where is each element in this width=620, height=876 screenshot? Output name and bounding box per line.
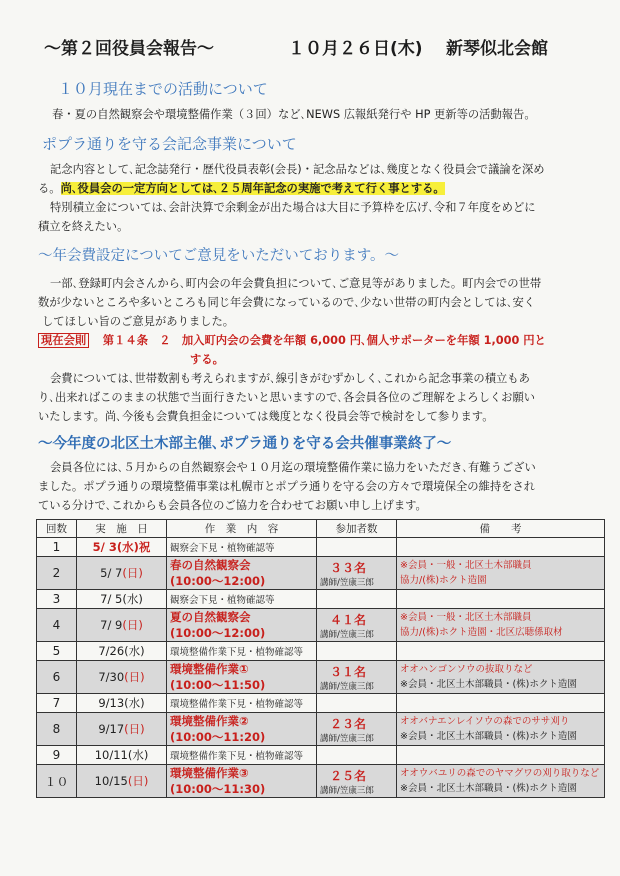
date-text: 5/ 7(日) [100, 566, 143, 580]
cell-count [317, 590, 397, 609]
participant-count: ２３名 [330, 716, 367, 731]
cell-date [77, 765, 167, 798]
date-text: 7/30(日) [98, 670, 145, 684]
note-line: ※会員・北区土木部職員・(株)ホクト造園 [400, 679, 577, 690]
fees-rule [38, 331, 613, 350]
cell-notes [397, 765, 605, 798]
fees-line: してほしい旨のご意見がありました。 [42, 315, 235, 328]
participant-count: ４１名 [330, 612, 367, 627]
events-line: 会員各位には､５月からの自然観察会や１０月迄の環境整備作業に協力をいただき､有難うござい [50, 461, 536, 474]
activity-title: 観察会下見・植物確認等 [170, 543, 275, 554]
participant-count: ２５名 [330, 768, 367, 783]
cell-count [317, 694, 397, 713]
cell-notes [397, 609, 605, 642]
cell-notes [397, 713, 605, 746]
report-title-row [44, 34, 604, 59]
participant-count: ３１名 [330, 664, 367, 679]
report-title: ～第２回役員会報告～ [44, 39, 214, 59]
activity-time: (10:00～12:00) [170, 574, 266, 588]
cell-date [77, 609, 167, 642]
header-notes: 備 考 [397, 520, 605, 538]
lecturer: 講師/笠康三郎 [320, 681, 374, 692]
memorial-text [38, 160, 613, 236]
cell-notes [397, 590, 605, 609]
participant-count: ３３名 [330, 560, 367, 575]
cell-date [77, 661, 167, 694]
lecturer: 講師/笠康三郎 [320, 733, 374, 744]
fees-line: 一部､登録町内会さんから､町内会の年会費負担について､ご意見等がありました。町内会での世帯 [50, 277, 542, 290]
activity-title: 春の自然観察会 [170, 558, 251, 572]
header-activity: 作 業 内 容 [167, 520, 317, 538]
fees-line: り､出来ればこのままの状態で当面行きたいと思いますので､各会員各位のご理解をよろしくお願い [38, 391, 536, 404]
report-date: １０月２６日(木) [288, 39, 423, 59]
cell-no: 2 [37, 557, 77, 590]
current-rule-tag: 現在会則 [38, 333, 89, 348]
date-text: 9/13(水) [98, 696, 145, 710]
note-line: オオハンゴンソウの抜取りなど [400, 664, 533, 675]
table-row [37, 765, 605, 798]
activity-time: (10:00～11:20) [170, 730, 266, 744]
section-heading-memorial: ポプラ通りを守る会記念事業について [42, 135, 297, 153]
activity-title: 環境整備作業② [170, 714, 249, 728]
table-row [37, 713, 605, 746]
header-no: 回数 [37, 520, 77, 538]
lecturer: 講師/笠康三郎 [320, 629, 374, 640]
table-row [37, 694, 605, 713]
table-row [37, 642, 605, 661]
table-row [37, 557, 605, 590]
section-heading-events: ～今年度の北区土木部主催､ポプラ通りを守る会共催事業終了～ [38, 436, 452, 452]
table-row [37, 661, 605, 694]
date-text: 10/11(水) [94, 748, 149, 762]
lecturer: 講師/笠康三郎 [320, 577, 374, 588]
activity-title: 環境整備作業下見・植物確認等 [170, 699, 304, 710]
cell-activity [167, 642, 317, 661]
cell-activity [167, 538, 317, 557]
cell-notes [397, 642, 605, 661]
report-place: 新琴似北会館 [446, 39, 548, 59]
cell-no: 4 [37, 609, 77, 642]
activity-title: 観察会下見・植物確認等 [170, 595, 275, 606]
cell-activity [167, 609, 317, 642]
date-text: 5/ 3(水)祝 [92, 540, 151, 554]
note-line: 協力/(株)ホクト造園・北区広聴係取材 [400, 627, 563, 638]
cell-no: 5 [37, 642, 77, 661]
cell-count [317, 765, 397, 798]
cell-count [317, 538, 397, 557]
date-text: 7/26(水) [98, 644, 145, 658]
note-line: ※会員・北区土木部職員・(株)ホクト造園 [400, 731, 577, 742]
cell-notes [397, 557, 605, 590]
fees-line: 数が少ないところや多いところも同じ年会費になっているので､少ない世帯の町内会としては､安く [38, 296, 536, 309]
cell-no: 9 [37, 746, 77, 765]
activities-text: 春・夏の自然観察会や環境整備作業（３回）など､NEWS 広報紙発行や HP 更新等の活動報告。 [52, 108, 536, 121]
cell-notes [397, 746, 605, 765]
rule-text-continued: する。 [190, 353, 224, 366]
cell-date [77, 746, 167, 765]
memorial-line [38, 179, 613, 198]
cell-activity [167, 746, 317, 765]
cell-no: 6 [37, 661, 77, 694]
events-text [38, 458, 613, 515]
cell-count [317, 713, 397, 746]
memorial-line: 記念内容として､記念誌発行・歴代役員表彰(会長)・記念品などは､幾度となく役員会で議論を深め [50, 163, 545, 176]
cell-count [317, 557, 397, 590]
activity-time: (10:00～11:50) [170, 678, 266, 692]
schedule-table [36, 519, 605, 798]
events-line: ている分けで､これからも会員各位のご協力を合わせてお願い申し上げます。 [38, 499, 427, 512]
cell-count [317, 661, 397, 694]
memorial-line: 特別積立金については､会計決算で余剰金が出た場合は大目に予算枠を広げ､令和７年度をめどに [50, 201, 536, 214]
schedule-header-row [37, 520, 605, 538]
cell-no: １０ [37, 765, 77, 798]
cell-activity [167, 590, 317, 609]
cell-no: 1 [37, 538, 77, 557]
cell-no: 3 [37, 590, 77, 609]
activity-time: (10:00～12:00) [170, 626, 266, 640]
cell-date [77, 713, 167, 746]
schedule-body [37, 538, 605, 798]
header-date: 実 施 日 [77, 520, 167, 538]
cell-activity [167, 557, 317, 590]
note-line: ※会員・北区土木部職員・(株)ホクト造園 [400, 783, 577, 794]
memorial-line-start: る。 [38, 182, 61, 195]
memorial-line: 積立を終えたい。 [38, 220, 129, 233]
activity-time: (10:00～11:30) [170, 782, 266, 796]
cell-count [317, 609, 397, 642]
note-line: オオウバユリの森でのヤマグワの刈り取りなど [400, 768, 600, 779]
date-text: 9/17(日) [98, 722, 145, 736]
date-text: 7/ 9(日) [100, 618, 143, 632]
fees-text [38, 274, 613, 426]
table-row [37, 538, 605, 557]
cell-notes [397, 538, 605, 557]
table-row [37, 746, 605, 765]
cell-notes [397, 661, 605, 694]
rule-text: 第１４条 ２ 加入町内会の会費を年額 6,000 円､個人サポーターを年額 1,000 円と [102, 334, 546, 347]
activity-title: 環境整備作業下見・植物確認等 [170, 751, 304, 762]
section-heading-fees: ～年会費設定についてご意見をいただいております。～ [38, 248, 400, 264]
cell-date [77, 557, 167, 590]
note-line: ※会員・一般・北区土木部職員 [400, 612, 532, 623]
table-row [37, 609, 605, 642]
cell-notes [397, 694, 605, 713]
activity-title: 環境整備作業③ [170, 766, 249, 780]
fees-line: 会費については､世帯数割も考えられますが､線引きがむずかしく､これから記念事業の積立もあ [50, 372, 530, 385]
cell-count [317, 642, 397, 661]
cell-activity [167, 694, 317, 713]
cell-date [77, 642, 167, 661]
table-row [37, 590, 605, 609]
section-heading-activities: １０月現在までの活動について [58, 80, 268, 98]
note-line: ※会員・一般・北区土木部職員 [400, 560, 532, 571]
memorial-highlight: 尚､役員会の一定方向としては､２５周年記念の実施で考えて行く事とする。 [60, 182, 445, 195]
fees-line: いたします。尚､今後も会費負担金については幾度となく役員会等で検討をして参ります。 [38, 410, 494, 423]
cell-no: 8 [37, 713, 77, 746]
cell-activity [167, 661, 317, 694]
cell-date [77, 538, 167, 557]
events-line: ました。ポプラ通りの環境整備事業は札幌市とポプラ通りを守る会の方々で環境保全の維持をされ [38, 480, 536, 493]
cell-count [317, 746, 397, 765]
date-text: 10/15(日) [94, 774, 149, 788]
cell-activity [167, 765, 317, 798]
cell-date [77, 590, 167, 609]
activity-title: 夏の自然観察会 [170, 610, 251, 624]
activity-title: 環境整備作業下見・植物確認等 [170, 647, 304, 658]
cell-date [77, 694, 167, 713]
header-count: 参加者数 [317, 520, 397, 538]
note-line: オオバナエンレイソウの森でのササ刈り [400, 716, 570, 727]
activity-title: 環境整備作業① [170, 662, 249, 676]
date-text: 7/ 5(水) [100, 592, 143, 606]
lecturer: 講師/笠康三郎 [320, 785, 374, 796]
note-line: 協力/(株)ホクト造園 [400, 575, 487, 586]
cell-activity [167, 713, 317, 746]
cell-no: 7 [37, 694, 77, 713]
